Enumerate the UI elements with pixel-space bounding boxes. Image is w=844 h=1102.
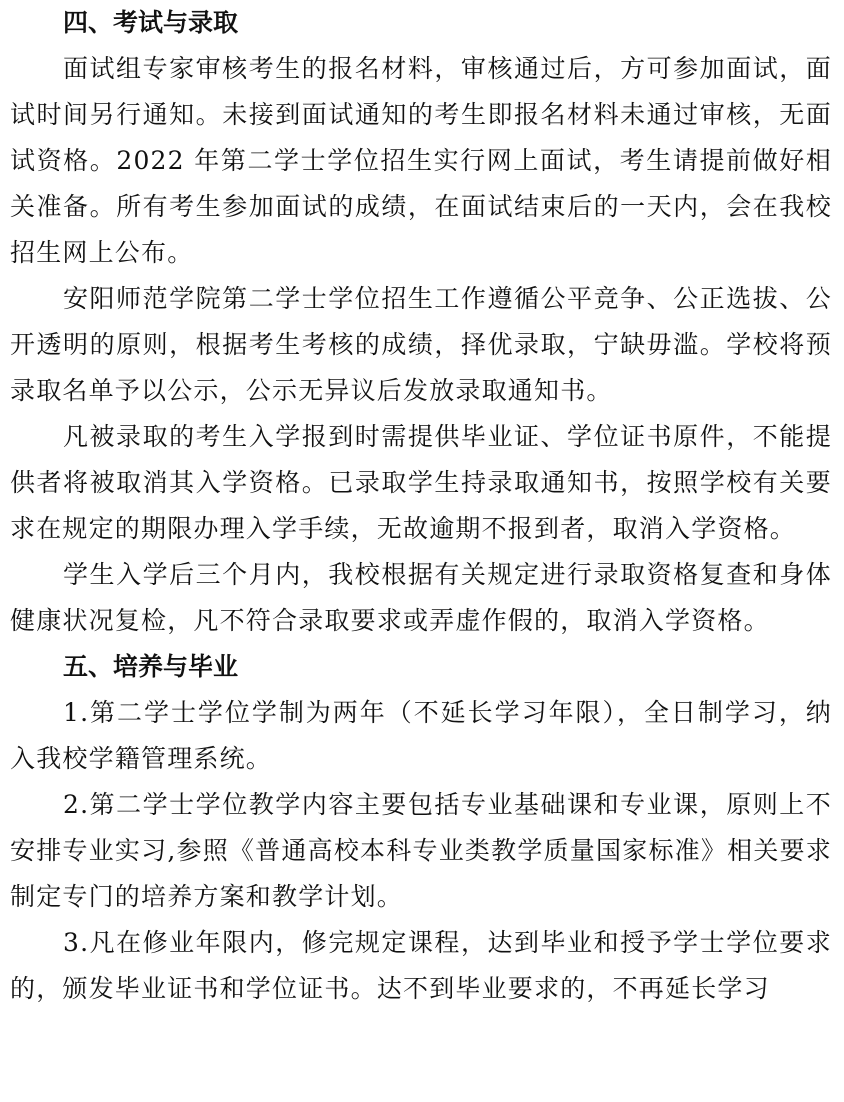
document-page xyxy=(10,0,832,1012)
section-4-paragraph-1: 面试组专家审核考生的报名材料，审核通过后，方可参加面试，面试时间另行通知。未接到面试通知的考生即报名材料未通过审核，无面试资格。2022 年第二学士学位招生实行网上面试，考生请提前做好相关准备。所有考生参加面试的成绩，在面试结束后的一天内，会在我校招生网上公布。 xyxy=(10,54,832,267)
section-4-paragraph-3: 凡被录取的考生入学报到时需提供毕业证、学位证书原件，不能提供者将被取消其入学资格。已录取学生持录取通知书，按照学校有关要求在规定的期限办理入学手续，无故逾期不报到者，取消入学资格。 xyxy=(10,422,832,543)
section-5-paragraph-2: 2.第二学士学位教学内容主要包括专业基础课和专业课，原则上不安排专业实习,参照《普通高校本科专业类教学质量国家标准》相关要求制定专门的培养方案和教学计划。 xyxy=(10,790,832,911)
section-4-paragraph-4: 学生入学后三个月内，我校根据有关规定进行录取资格复查和身体健康状况复检，凡不符合录取要求或弄虚作假的，取消入学资格。 xyxy=(10,560,832,635)
section-5-heading: 五、培养与毕业 xyxy=(63,652,239,681)
section-4-paragraph-2: 安阳师范学院第二学士学位招生工作遵循公平竞争、公正选拔、公开透明的原则，根据考生考核的成绩，择优录取，宁缺毋滥。学校将预录取名单予以公示，公示无异议后发放录取通知书。 xyxy=(10,284,832,405)
section-4-heading: 四、考试与录取 xyxy=(63,8,239,37)
section-5-paragraph-1: 1.第二学士学位学制为两年（不延长学习年限），全日制学习，纳入我校学籍管理系统。 xyxy=(10,698,832,773)
section-5-paragraph-3: 3.凡在修业年限内，修完规定课程，达到毕业和授予学士学位要求的，颁发毕业证书和学位证书。达不到毕业要求的，不再延长学习 xyxy=(10,928,832,1003)
